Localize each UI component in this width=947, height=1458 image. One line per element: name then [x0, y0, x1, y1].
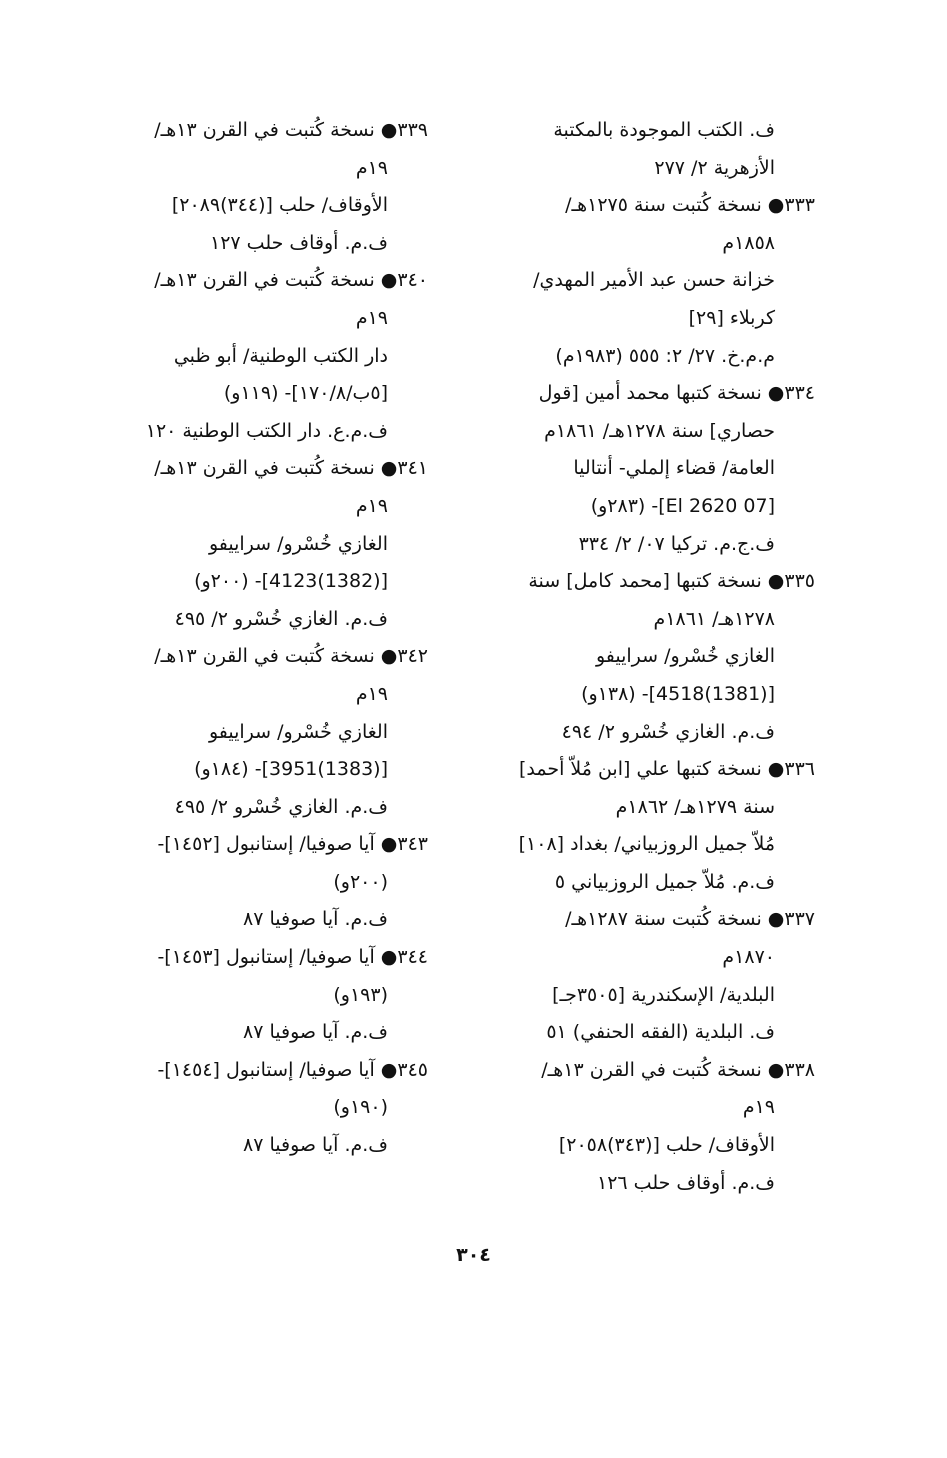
entry-heading-line: ٣٣٧● نسخة كُتبت سنة ١٢٨٧هـ/ — [565, 908, 815, 931]
entry-detail-line: ف.م. أوقاف حلب ١٢٦ — [597, 1171, 775, 1194]
entry-heading-line: ٣٤٥● آيا صوفيا/ إستانبول [١٤٥٤]- — [157, 1058, 428, 1081]
entry-detail-line: (١٩٣و) — [333, 983, 388, 1006]
entry-heading-line: ٣٣٤● نسخة كتبها محمد أمين [قول — [538, 382, 815, 405]
entry-detail-line: ١٨٧٠م — [722, 946, 775, 969]
entry-heading-line: ٣٣٣● نسخة كُتبت سنة ١٢٧٥هـ/ — [565, 194, 815, 217]
entry-detail-line: ١٢٧٨هـ/ ١٨٦١م — [653, 607, 775, 630]
entry-detail-line: ف.م. مُلاّ جميل الروزبياني ٥ — [554, 870, 775, 893]
entry-detail-line: [07 El 2620]- (٢٨٣و) — [590, 494, 775, 517]
entry-detail-line: ١٩م — [355, 494, 388, 517]
entry-detail-line: مُلاّ جميل الروزبياني/ بغداد [١٠٨] — [518, 833, 775, 856]
entry-heading-line: ٣٣٨● نسخة كُتبت في القرن ١٣هـ/ — [541, 1058, 815, 1081]
entry-detail-line: [(1381)4518]- (١٣٨و) — [581, 682, 775, 705]
entry-detail-line: الغازي خُسْرو/ سراييفو — [208, 720, 388, 743]
entry-detail-line: (٢٠٠و) — [333, 870, 388, 893]
page-number: ٣٠٤ — [456, 1244, 491, 1266]
entry-detail-line: خزانة حسن عبد الأمير المهدي/ — [533, 269, 775, 292]
entry-detail-line: ف.م. أوقاف حلب ١٢٧ — [210, 231, 388, 254]
entry-detail-line: [٥ب/١٧٠/٨]- (١١٩و) — [223, 382, 388, 405]
entry-detail-line: ف.م. الغازي خُسْرو ٢/ ٤٩٥ — [174, 795, 388, 818]
entry-detail-line: [(1382)4123]- (٢٠٠و) — [194, 570, 388, 593]
entry-heading-line: ٣٤٠● نسخة كُتبت في القرن ١٣هـ/ — [154, 269, 428, 292]
entry-detail-line: الأوقاف/ حلب [(٣٤٤)٢٠٨٩] — [171, 194, 388, 217]
entry-heading-line: ٣٤٤● آيا صوفيا/ إستانبول [١٤٥٣]- — [157, 946, 428, 969]
entry-detail-line: ف.م. آيا صوفيا ٨٧ — [243, 1021, 388, 1044]
entry-detail-line: كربلاء [٢٩] — [688, 306, 775, 329]
entry-detail-line: ف.م. الغازي خُسْرو ٢/ ٤٩٤ — [561, 720, 775, 743]
entry-detail-line: الأوقاف/ حلب [(٣٤٣)٢٠٥٨] — [558, 1134, 775, 1157]
entry-detail-line: دار الكتب الوطنية/ أبو ظبي — [173, 344, 388, 367]
entry-detail-line: ف.م. آيا صوفيا ٨٧ — [243, 1134, 388, 1157]
entry-detail-line: ١٨٥٨م — [722, 231, 775, 254]
entry-detail-line: الأزهرية ٢/ ٢٧٧ — [654, 156, 775, 179]
entry-heading-line: ٣٣٦● نسخة كتبها علي [ابن مُلاّ أحمد] — [518, 758, 815, 781]
entry-detail-line: ف.م. آيا صوفيا ٨٧ — [243, 908, 388, 931]
entry-detail-line: العامة/ قضاء إلملي- أنتاليا — [573, 457, 775, 480]
right-column — [475, 112, 815, 1202]
entry-detail-line: سنة ١٢٧٩هـ/ ١٨٦٢م — [615, 795, 775, 818]
entry-detail-line: (١٩٠و) — [333, 1096, 388, 1119]
entry-detail-line: الغازي خُسْرو/ سراييفو — [208, 532, 388, 555]
left-column — [82, 112, 428, 1165]
entry-heading-line: ٣٤١● نسخة كُتبت في القرن ١٣هـ/ — [154, 457, 428, 480]
entry-detail-line: ف. البلدية (الفقه الحنفي) ٥١ — [546, 1021, 775, 1044]
entry-detail-line: م.م.خ. ٢٧/ ٢: ٥٥٥ (١٩٨٣م) — [555, 344, 775, 367]
entry-heading-line: ٣٣٩● نسخة كُتبت في القرن ١٣هـ/ — [154, 119, 428, 141]
entry-detail-line: ف.م. الغازي خُسْرو ٢/ ٤٩٥ — [174, 607, 388, 630]
entry-detail-line: [(1383)3951]- (١٨٤و) — [194, 758, 388, 781]
entry-detail-line: ف. الكتب الموجودة بالمكتبة — [553, 119, 775, 141]
entry-heading-line: ٣٤٢● نسخة كُتبت في القرن ١٣هـ/ — [154, 645, 428, 668]
entry-heading-line: ٣٣٥● نسخة كتبها [محمد كامل] سنة — [528, 570, 815, 593]
entry-detail-line: ١٩م — [355, 306, 388, 329]
entry-detail-line: الغازي خُسْرو/ سراييفو — [595, 645, 775, 668]
entry-detail-line: ف.م.ع. دار الكتب الوطنية ١٢٠ — [145, 419, 388, 442]
entry-detail-line: ١٩م — [355, 156, 388, 179]
entry-detail-line: ١٩م — [742, 1096, 775, 1119]
entry-heading-line: ٣٤٣● آيا صوفيا/ إستانبول [١٤٥٢]- — [157, 833, 428, 856]
entry-detail-line: البلدية/ الإسكندرية [٣٥٠٥جـ] — [552, 983, 775, 1006]
entry-detail-line: حصاري] سنة ١٢٧٨هـ/ ١٨٦١م — [544, 419, 775, 442]
entry-detail-line: ف.ج.م. تركيا ٠٧/ ٢/ ٣٣٤ — [578, 532, 775, 555]
entry-detail-line: ١٩م — [355, 682, 388, 705]
